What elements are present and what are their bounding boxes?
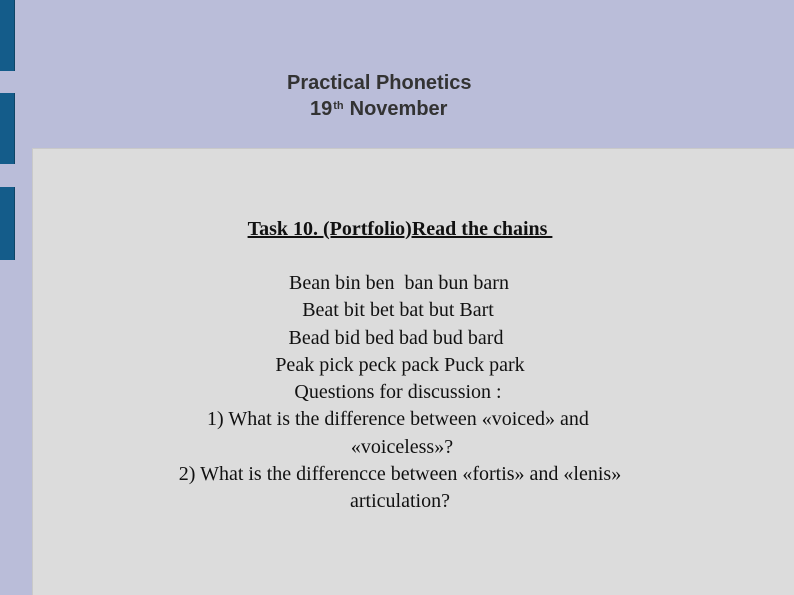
chain-line: Peak pick peck pack Puck park: [275, 353, 525, 376]
title-course-name: Practical Phonetics: [287, 72, 472, 94]
questions-heading: Questions for discussion :: [294, 381, 502, 404]
question-line: articulation?: [350, 490, 450, 513]
decorative-edge-bar-top: [0, 0, 14, 71]
title-date: [310, 96, 447, 122]
chain-line: Bead bid bed bad bud bard: [288, 326, 504, 349]
chain-line: Bean bin ben ban bun barn: [289, 272, 509, 294]
slide-body: [0, 216, 794, 516]
chain-line: Beat bit bet bat but Bart: [302, 299, 494, 322]
task-heading: Task 10. (Portfolio)Read the chains: [247, 218, 553, 240]
question-line: 2) What is the differencce between «fortis» and «lenis»: [178, 463, 622, 486]
title-date-month: November: [349, 98, 448, 120]
question-line: 1) What is the difference between «voiced» and: [207, 408, 589, 431]
question-line: «voiceless»?: [350, 435, 454, 458]
title-date-day: 19: [310, 98, 333, 120]
decorative-edge-bar-middle: [0, 93, 14, 164]
title-date-suffix: th: [333, 100, 344, 112]
